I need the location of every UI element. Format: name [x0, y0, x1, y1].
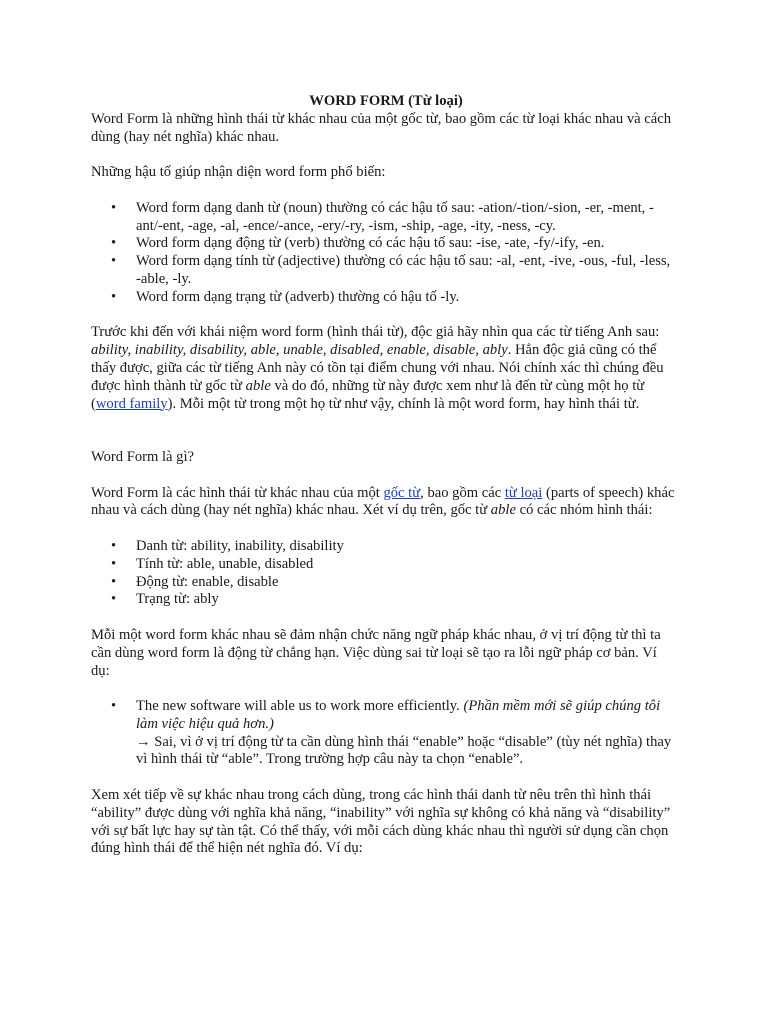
list-item: • Tính từ: able, unable, disabled — [91, 556, 675, 574]
list-item: • Word form dạng danh từ (noun) thường có các hậu tố sau: -ation/-tion/-sion, -er, -ment, -ant/-ent, -age, -al, -ence/-ance, -ery/-ry, -ism, -ship, -age, -ity, -ness, -cy. — [91, 200, 675, 236]
usage-paragraph: Xem xét tiếp về sự khác nhau trong cách dùng, trong các hình thái danh từ nêu trên thì hình thái “ability” được dùng với nghĩa khả năng, “inability” với nghĩa sự không có khả năng và “disability” với sự bất lực hay sự tàn tật. Có thể thấy, với mỗi cách dùng khác nhau thì người sử dụng cần chọn đúng hình thái để thể hiện nét nghĩa đó. Ví dụ: — [91, 787, 671, 857]
list-item — [91, 698, 675, 769]
document-title: WORD FORM (Từ loại) — [309, 93, 463, 109]
arrow-icon: → — [136, 733, 151, 750]
example-translation: (Phần mềm mới sẽ giúp chúng tôi làm việc hiệu quả hơn.) — [136, 698, 661, 732]
list-item: • Word form dạng động từ (verb) thường có các hậu tố sau: -ise, -ate, -fy/-ify, -en. — [91, 235, 675, 253]
suffix-list — [91, 200, 675, 307]
word-family-paragraph: Trước khi đến với khái niệm word form (hình thái từ), độc giả hãy nhìn qua các từ tiếng Anh sau: ability, inability, disability, able, unable, disabled, enable, disable, ably. Hẳn độc giả cũng có thể thấy được, giữa các từ tiếng Anh này có tồn tại điểm chung với nhau. Nói chính xác thì chúng đều được hình thành từ gốc từ able và do đó, những từ này được xem như là đến từ cùng một họ từ (word family). Mỗi một từ trong một họ từ như vậy, chính là một word form, hay hình thái từ. — [91, 324, 664, 412]
list-item: • Danh từ: ability, inability, disability — [91, 538, 675, 556]
word-family-link[interactable]: word family — [95, 395, 168, 412]
root-word: able — [245, 377, 271, 394]
suffix-heading: Những hậu tố giúp nhận diện word form phổ biến: — [91, 164, 386, 181]
list-item: • Trạng từ: ably — [91, 591, 675, 609]
section-question: Word Form là gì? — [91, 448, 194, 465]
list-item: • Word form dạng trạng từ (adverb) thường có hậu tố -ly. — [91, 289, 675, 307]
list-item: • Động từ: enable, disable — [91, 574, 675, 592]
list-item: • Word form dạng tính từ (adjective) thường có các hậu tố sau: -al, -ent, -ive, -ous, -ful, -less, -able, -ly. — [91, 253, 675, 289]
word-group-list — [91, 538, 675, 609]
intro-paragraph: Word Form là những hình thái từ khác nhau của một gốc từ, bao gồm các từ loại khác nhau và cách dùng (hay nét nghĩa) khác nhau. — [91, 110, 671, 145]
definition-paragraph: Word Form là các hình thái từ khác nhau của một gốc từ, bao gồm các từ loại (parts of speech) khác nhau và cách dùng (hay nét nghĩa) khác nhau. Xét ví dụ trên, gốc từ able có các nhóm hình thái: — [91, 484, 675, 519]
goc-tu-link[interactable]: gốc từ — [383, 484, 421, 501]
example-list — [91, 698, 675, 769]
root-word: able — [490, 502, 516, 519]
tu-loai-link[interactable]: từ loại — [504, 484, 543, 501]
example-sentence: The new software will able us to work more efficiently. — [136, 698, 464, 715]
example-words: ability, inability, disability, able, unable, disabled, enable, disable, ably — [91, 342, 508, 359]
example-note: Sai, vì ở vị trí động từ ta cần dùng hình thái “enable” hoặc “disable” (tùy nét nghĩa) thay vì hình thái từ “able”. Trong trường hợp câu này ta chọn “enable”. — [136, 733, 672, 768]
document-page — [91, 93, 675, 858]
grammar-paragraph: Mỗi một word form khác nhau sẽ đảm nhận chức năng ngữ pháp khác nhau, ở vị trí động từ thì ta cần dùng word form là động từ chẳng hạn. Việc dùng sai từ loại sẽ tạo ra lỗi ngữ pháp cơ bản. Ví dụ: — [91, 626, 661, 679]
